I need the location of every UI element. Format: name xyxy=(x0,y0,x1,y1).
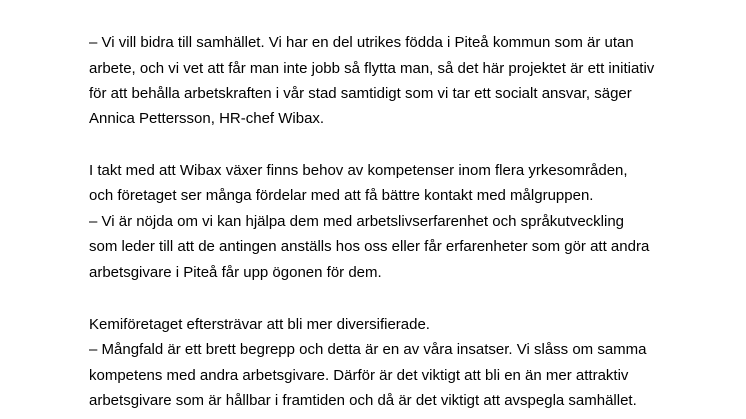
text-line: arbete, och vi vet att får man inte jobb så flytta man, så det här projektet är ett initiativ xyxy=(89,60,655,77)
text-line: I takt med att Wibax växer finns behov av kompetenser inom flera yrkesområden, xyxy=(89,162,628,179)
text-line: arbetsgivare i Piteå får upp ögonen för dem. xyxy=(89,264,382,281)
text-line: Annica Pettersson, HR-chef Wibax. xyxy=(89,110,325,127)
text-line: som leder till att de antingen anställs hos oss eller får erfarenheter som gör att andra xyxy=(89,238,650,255)
text-line: – Vi vill bidra till samhället. Vi har en del utrikes födda i Piteå kommun som är utan xyxy=(89,34,634,51)
text-line: för att behålla arbetskraften i vår stad samtidigt som vi tar ett socialt ansvar, säger xyxy=(89,85,632,102)
text-line: Kemiföretaget eftersträvar att bli mer diversifierade. xyxy=(89,316,430,333)
text-line: arbetsgivare som är hållbar i framtiden och då är det viktigt att avspegla samhället. xyxy=(89,392,637,409)
text-line: kompetens med andra arbetsgivare. Därför är det viktigt att bli en än mer attraktiv xyxy=(89,367,629,384)
text-line: – Mångfald är ett brett begrepp och detta är en av våra insatser. Vi slåss om samma xyxy=(89,341,647,358)
text-line: och företaget ser många fördelar med att få bättre kontakt med målgruppen. xyxy=(89,187,594,204)
text-line: – Vi är nöjda om vi kan hjälpa dem med arbetslivserfarenhet och språkutveckling xyxy=(89,213,625,230)
